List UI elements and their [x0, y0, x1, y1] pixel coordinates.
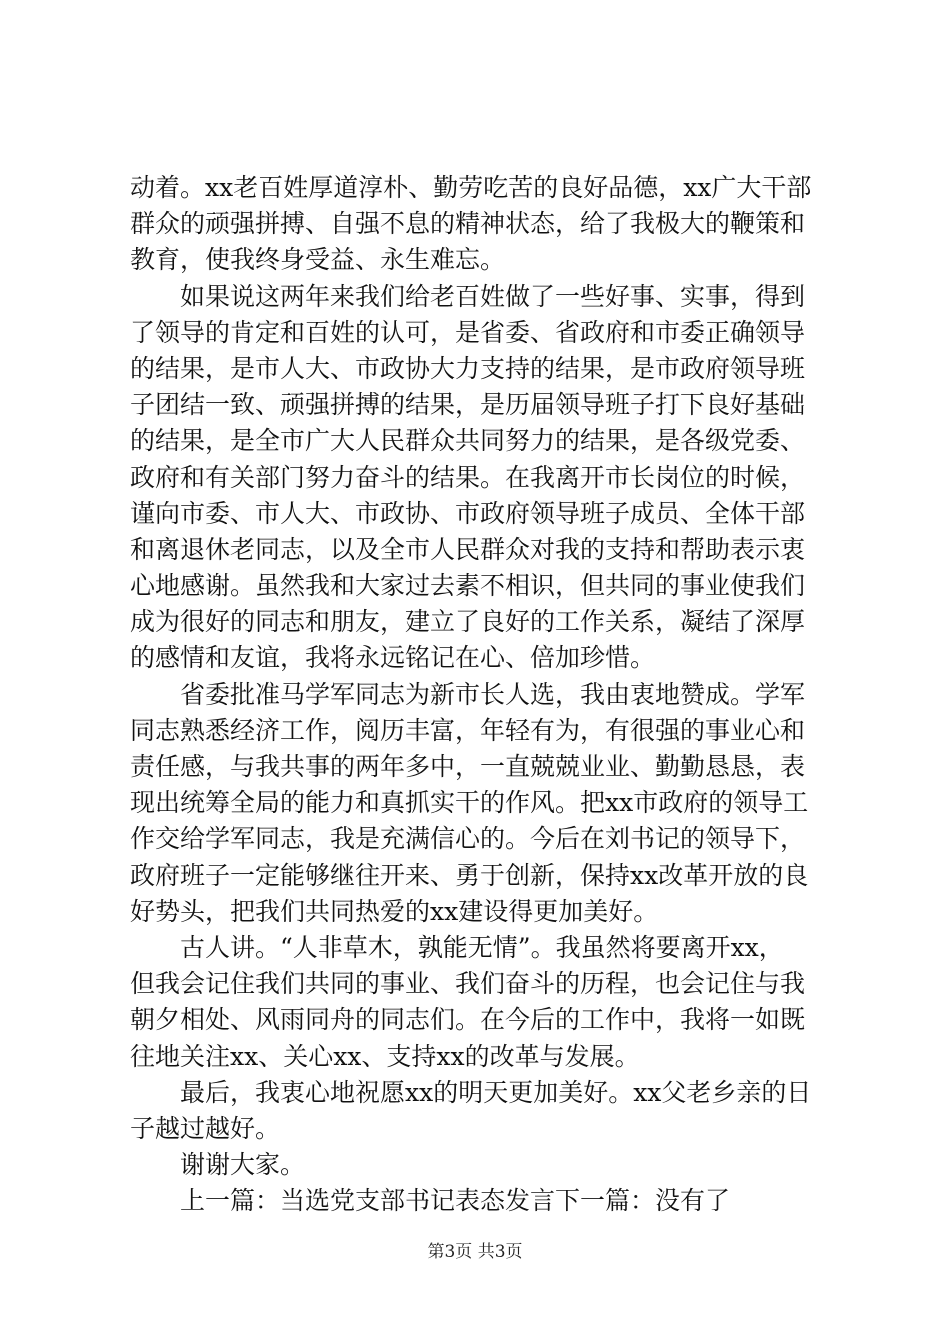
text-line-4: 如果说这两年来我们给老百姓做了一些好事、实事，得到 [180, 281, 806, 311]
prev-next-navigation[interactable]: 上一篇：当选党支部书记表态发言下一篇：没有了 [180, 1186, 731, 1216]
text-line-21: 好势头，把我们共同热爱的xx建设得更加美好。 [130, 896, 659, 926]
text-line-9: 政府和有关部门努力奋斗的结果。在我离开市长岗位的时候， [130, 462, 806, 492]
text-line-2: 群众的顽强拼搏、自强不息的精神状态，给了我极大的鞭策和 [130, 209, 806, 239]
text-line-12: 心地感谢。虽然我和大家过去素不相识，但共同的事业使我们 [130, 571, 806, 601]
document-body [130, 170, 830, 1219]
text-line-23: 但我会记住我们共同的事业、我们奋斗的历程，也会记住与我 [130, 969, 806, 999]
text-line-13: 成为很好的同志和朋友，建立了良好的工作关系，凝结了深厚 [130, 607, 806, 637]
text-line-28: 谢谢大家。 [180, 1150, 306, 1180]
text-line-16: 同志熟悉经济工作，阅历丰富，年轻有为，有很强的事业心和 [130, 715, 806, 745]
text-line-3: 教育，使我终身受益、永生难忘。 [130, 245, 506, 275]
text-line-11: 和离退休老同志，以及全市人民群众对我的支持和帮助表示衷 [130, 534, 806, 564]
text-line-18: 现出统筹全局的能力和真抓实干的作风。把xx市政府的领导工 [130, 788, 809, 818]
text-line-14: 的感情和友谊，我将永远铭记在心、倍加珍惜。 [130, 643, 656, 673]
text-line-7: 子团结一致、顽强拼搏的结果，是历届领导班子打下良好基础 [130, 390, 806, 420]
text-line-22: 古人讲。“人非草木，孰能无情”。我虽然将要离开xx， [180, 932, 784, 962]
text-line-24: 朝夕相处、风雨同舟的同志们。在今后的工作中，我将一如既 [130, 1005, 806, 1035]
text-line-27: 子越过越好。 [130, 1113, 281, 1143]
text-line-5: 了领导的肯定和百姓的认可，是省委、省政府和市委正确领导 [130, 317, 806, 347]
text-line-26: 最后，我衷心地祝愿xx的明天更加美好。xx父老乡亲的日 [180, 1077, 812, 1107]
page-number-footer: 第3页 共3页 [427, 1242, 523, 1262]
text-line-6: 的结果，是市人大、市政协大力支持的结果，是市政府领导班 [130, 353, 806, 383]
text-line-8: 的结果，是全市广大人民群众共同努力的结果，是各级党委、 [130, 426, 806, 456]
text-line-20: 政府班子一定能够继往开来、勇于创新，保持xx改革开放的良 [130, 860, 809, 890]
text-line-15: 省委批准马学军同志为新市长人选，我由衷地赞成。学军 [180, 679, 806, 709]
text-line-1: 动着。xx老百姓厚道淳朴、勤劳吃苦的良好品德，xx广大干部 [130, 173, 812, 202]
text-line-17: 责任感，与我共事的两年多中，一直兢兢业业、勤勤恳恳，表 [130, 752, 806, 781]
text-line-25: 往地关注xx、关心xx、支持xx的改革与发展。 [130, 1041, 640, 1071]
text-line-10: 谨向市委、市人大、市政协、市政府领导班子成员、全体干部 [130, 498, 806, 528]
text-line-19: 作交给学军同志，我是充满信心的。今后在刘书记的领导下， [130, 824, 806, 854]
